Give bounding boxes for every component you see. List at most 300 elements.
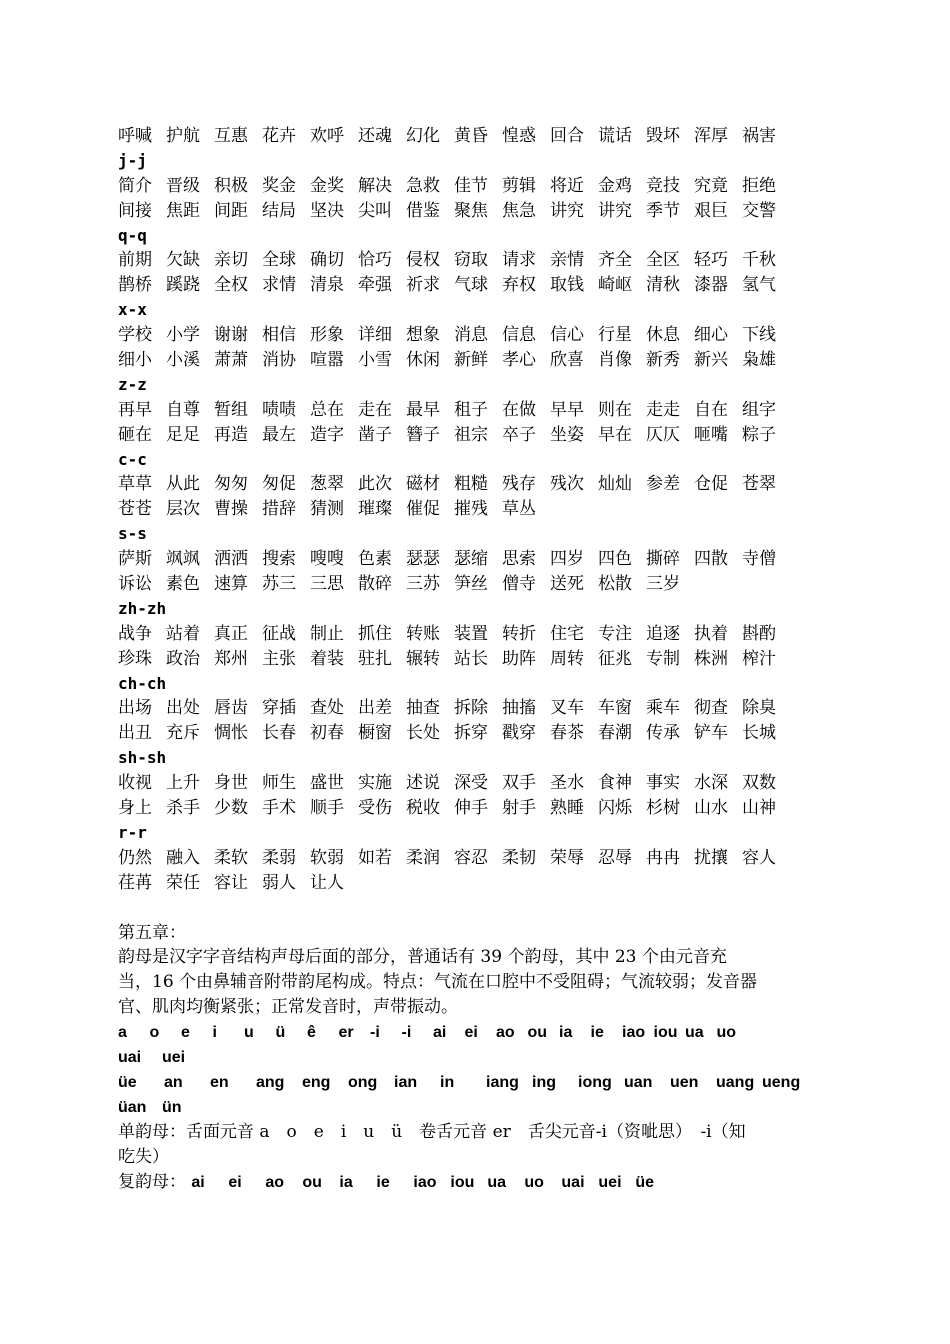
word: 除臭	[742, 698, 776, 719]
word: 忍辱	[598, 847, 632, 868]
final-item: u	[244, 1024, 254, 1042]
word-row	[118, 472, 838, 497]
finals-line-3	[118, 1070, 838, 1095]
word: 组字	[742, 399, 776, 420]
final-item: uai	[561, 1173, 585, 1191]
word: 追逐	[646, 623, 680, 644]
word: 少数	[214, 798, 248, 819]
finals-line-4	[118, 1095, 838, 1120]
final-item: iao	[622, 1024, 646, 1042]
word: 四散	[694, 549, 728, 570]
word: 孝心	[502, 350, 536, 371]
word: 装置	[454, 623, 488, 644]
word: 身上	[118, 798, 152, 819]
word: 扰攘	[694, 847, 728, 868]
word: 葱翠	[310, 474, 344, 495]
word: 辗转	[406, 648, 440, 669]
word: 喧嚣	[310, 350, 344, 371]
word-row	[118, 796, 838, 821]
final-item: ing	[532, 1073, 556, 1091]
word: 执着	[694, 623, 728, 644]
word: 卒子	[502, 424, 536, 445]
word: 软弱	[310, 847, 344, 868]
word: 出场	[118, 698, 152, 719]
word: 焦急	[502, 200, 536, 221]
word: 戳穿	[502, 723, 536, 744]
document-page	[118, 124, 838, 1194]
word: 出差	[358, 698, 392, 719]
word: 站着	[166, 623, 200, 644]
word: 措辞	[262, 499, 296, 520]
chapter-paragraph-line-1: 韵母是汉字字音结构声母后面的部分，普通话有 39 个韵母，其中 23 个由元音充	[118, 947, 727, 968]
final-item: eng	[302, 1073, 331, 1091]
word: 谎话	[598, 126, 632, 146]
word: 政治	[166, 648, 200, 669]
final-item: ei	[464, 1024, 478, 1042]
final-item: uo	[524, 1173, 544, 1191]
chapter-title: 第五章：	[118, 922, 186, 943]
word: 肖像	[598, 350, 632, 371]
word: 催促	[406, 499, 440, 520]
word: 双数	[742, 773, 776, 794]
word: 啧啧	[262, 399, 296, 420]
word: 簪子	[406, 424, 440, 445]
word: 全球	[262, 250, 296, 271]
word: 佳节	[454, 175, 488, 196]
word: 顺手	[310, 798, 344, 819]
word: 送死	[550, 574, 584, 595]
word: 还魂	[358, 126, 392, 146]
word-row	[118, 174, 838, 199]
final-item: ü	[275, 1024, 286, 1042]
word: 残次	[550, 474, 584, 495]
word: 瑟瑟	[406, 549, 440, 570]
word: 荣任	[166, 872, 200, 893]
word: 受伤	[358, 798, 392, 819]
word: 相信	[262, 325, 296, 346]
word: 间接	[118, 200, 152, 221]
word: 柔韧	[502, 847, 536, 868]
final-item: ou	[527, 1024, 548, 1042]
word: 将近	[550, 175, 584, 196]
word: 讲究	[598, 200, 632, 221]
final-item: uai	[118, 1049, 142, 1067]
word: 着装	[310, 648, 344, 669]
word: 柔弱	[262, 847, 296, 868]
word-row	[118, 497, 838, 522]
word-row	[118, 348, 838, 373]
final-item: -i	[370, 1024, 380, 1042]
word: 主张	[262, 648, 296, 669]
word: 借鉴	[406, 200, 440, 221]
word: 洒洒	[214, 549, 248, 570]
final-item: uen	[670, 1073, 699, 1091]
word: 弃权	[502, 275, 536, 296]
final-item: uo	[716, 1024, 737, 1042]
final-item: ong	[348, 1073, 378, 1091]
word: 事实	[646, 773, 680, 794]
word: 则在	[598, 399, 632, 420]
word: 山水	[694, 798, 728, 819]
word: 齐全	[598, 250, 632, 271]
word: 抓住	[358, 623, 392, 644]
word: 出丑	[118, 723, 152, 744]
word: 弱人	[262, 872, 296, 893]
word: 呼喊	[118, 126, 152, 146]
word: 出处	[166, 698, 200, 719]
word-row	[118, 622, 838, 647]
final-item: iao	[413, 1173, 437, 1191]
word: 花卉	[262, 126, 296, 146]
word: 萨斯	[118, 549, 152, 570]
final-item: a	[118, 1024, 127, 1042]
word: 乘车	[646, 698, 680, 719]
final-item: üan	[118, 1098, 147, 1116]
final-item: o	[149, 1024, 160, 1042]
word: 嗖嗖	[310, 549, 344, 570]
word: 在做	[502, 399, 536, 420]
word: 细小	[118, 350, 152, 371]
word: 初春	[310, 723, 344, 744]
final-item: ie	[590, 1024, 604, 1042]
word: 伸手	[454, 798, 488, 819]
word: 战争	[118, 623, 152, 644]
word: 讲究	[550, 200, 584, 221]
word: 郑州	[214, 648, 248, 669]
word: 草草	[118, 474, 152, 495]
section-heading: ch-ch	[118, 673, 167, 693]
word: 飒飒	[166, 549, 200, 570]
word: 圣水	[550, 773, 584, 794]
word: 杉树	[646, 798, 680, 819]
word: 松散	[598, 574, 632, 595]
word: 休闲	[406, 350, 440, 371]
final-item: er	[338, 1024, 354, 1042]
word: 究竟	[694, 175, 728, 196]
word: 足足	[166, 424, 200, 445]
word: 水深	[694, 773, 728, 794]
word: 转折	[502, 623, 536, 644]
word: 最早	[406, 399, 440, 420]
word-row	[118, 323, 838, 348]
word: 长城	[742, 723, 776, 744]
section-heading: c-c	[118, 449, 147, 469]
final-item: uei	[598, 1173, 622, 1191]
word: 站长	[454, 648, 488, 669]
word: 素色	[166, 574, 200, 595]
final-item: ueng	[762, 1073, 801, 1091]
word: 征战	[262, 623, 296, 644]
word: 下线	[742, 325, 776, 346]
word: 坐姿	[550, 424, 584, 445]
word-row	[118, 273, 838, 298]
spacer	[118, 896, 838, 921]
word: 仄仄	[646, 424, 680, 445]
word: 食神	[598, 773, 632, 794]
word: 撕碎	[646, 549, 680, 570]
word: 春茶	[550, 723, 584, 744]
word: 总在	[310, 399, 344, 420]
word: 师生	[262, 773, 296, 794]
word: 休息	[646, 325, 680, 346]
word: 苏三	[262, 574, 296, 595]
word: 仓促	[694, 474, 728, 495]
word: 拆穿	[454, 723, 488, 744]
word: 坚决	[310, 200, 344, 221]
final-item: in	[440, 1073, 455, 1091]
compound-finals-label: 复韵母：	[118, 1171, 186, 1192]
word: 税收	[406, 798, 440, 819]
word: 轻巧	[694, 250, 728, 271]
word-row	[118, 721, 838, 746]
final-item: uang	[716, 1073, 755, 1091]
final-item: ai	[191, 1173, 205, 1191]
word: 回合	[550, 126, 584, 146]
word: 漆器	[694, 275, 728, 296]
word: 小学	[166, 325, 200, 346]
word: 如若	[358, 847, 392, 868]
word: 抽查	[406, 698, 440, 719]
word: 金奖	[310, 175, 344, 196]
word-row	[118, 248, 838, 273]
word: 祸害	[742, 126, 776, 146]
word: 寺僧	[742, 549, 776, 570]
single-finals-line-2: 吃失）	[118, 1146, 169, 1167]
word: 金鸡	[598, 175, 632, 196]
word: 造字	[310, 424, 344, 445]
word: 让人	[310, 872, 344, 893]
word: 侵权	[406, 250, 440, 271]
word: 新兴	[694, 350, 728, 371]
word: 搜索	[262, 549, 296, 570]
word: 层次	[166, 499, 200, 520]
section-heading: s-s	[118, 524, 147, 544]
final-item: ün	[162, 1098, 182, 1116]
word: 简介	[118, 175, 152, 196]
word: 窃取	[454, 250, 488, 271]
word: 自尊	[166, 399, 200, 420]
section-heading: sh-sh	[118, 748, 167, 768]
word: 走在	[358, 399, 392, 420]
final-item: iou	[653, 1024, 678, 1042]
word: 祈求	[406, 275, 440, 296]
word: 幻化	[406, 126, 440, 146]
final-item: ai	[433, 1024, 447, 1042]
word: 双手	[502, 773, 536, 794]
final-item: e	[181, 1024, 190, 1042]
word: 崎岖	[598, 275, 632, 296]
finals-line-1	[118, 1020, 838, 1045]
word: 瑟缩	[454, 549, 488, 570]
word: 再造	[214, 424, 248, 445]
final-item: ê	[307, 1024, 316, 1042]
word: 容忍	[454, 847, 488, 868]
final-item: iong	[578, 1073, 612, 1091]
word: 僧寺	[502, 574, 536, 595]
word: 气球	[454, 275, 488, 296]
word: 聚焦	[454, 200, 488, 221]
word: 积极	[214, 175, 248, 196]
word-row	[118, 423, 838, 448]
compound-finals-line	[118, 1170, 838, 1195]
word: 此次	[358, 474, 392, 495]
finals-line-2	[118, 1045, 838, 1070]
word: 三岁	[646, 574, 680, 595]
final-item: ao	[496, 1024, 515, 1042]
word-row	[118, 547, 838, 572]
word: 容人	[742, 847, 776, 868]
word: 周转	[550, 648, 584, 669]
word: 亲情	[550, 250, 584, 271]
word: 取钱	[550, 275, 584, 296]
word-row	[118, 771, 838, 796]
final-item: ia	[559, 1024, 573, 1042]
word: 谢谢	[214, 325, 248, 346]
word-row	[118, 572, 838, 597]
chapter-paragraph-line-3: 官、肌肉均衡紧张；正常发音时，声带振动。	[118, 997, 458, 1018]
word: 摧残	[454, 499, 488, 520]
word: 新鲜	[454, 350, 488, 371]
word: 彻查	[694, 698, 728, 719]
word: 急救	[406, 175, 440, 196]
section-heading: x-x	[118, 300, 147, 320]
word: 蹊跷	[166, 275, 200, 296]
word: 橱窗	[358, 723, 392, 744]
word: 参差	[646, 474, 680, 495]
section-heading: zh-zh	[118, 598, 167, 618]
word: 艰巨	[694, 200, 728, 221]
word: 惶惑	[502, 126, 536, 146]
word: 柔软	[214, 847, 248, 868]
word: 粗糙	[454, 474, 488, 495]
word: 咂嘴	[694, 424, 728, 445]
word: 最左	[262, 424, 296, 445]
word: 季节	[646, 200, 680, 221]
word: 奖金	[262, 175, 296, 196]
section-heading: j-j	[118, 150, 147, 170]
word: 色素	[358, 549, 392, 570]
word: 斟酌	[742, 623, 776, 644]
word: 冉冉	[646, 847, 680, 868]
word: 灿灿	[598, 474, 632, 495]
word: 收视	[118, 773, 152, 794]
word: 粽子	[742, 424, 776, 445]
word: 助阵	[502, 648, 536, 669]
final-item: ian	[394, 1073, 418, 1091]
word: 春潮	[598, 723, 632, 744]
word: 求情	[262, 275, 296, 296]
word: 焦距	[166, 200, 200, 221]
word: 抽搐	[502, 698, 536, 719]
word: 手术	[262, 798, 296, 819]
word: 租子	[454, 399, 488, 420]
word: 消息	[454, 325, 488, 346]
word: 穿插	[262, 698, 296, 719]
final-item: i	[212, 1024, 217, 1042]
word: 亲切	[214, 250, 248, 271]
final-item: ua	[685, 1024, 704, 1042]
word: 铲车	[694, 723, 728, 744]
word: 早早	[550, 399, 584, 420]
word: 上升	[166, 773, 200, 794]
word: 凿子	[358, 424, 392, 445]
word: 柔润	[406, 847, 440, 868]
word: 间距	[214, 200, 248, 221]
word: 全区	[646, 250, 680, 271]
word: 容让	[214, 872, 248, 893]
word: 请求	[502, 250, 536, 271]
word: 专注	[598, 623, 632, 644]
word: 暂组	[214, 399, 248, 420]
word-row	[118, 696, 838, 721]
word: 自在	[694, 399, 728, 420]
word: 千秋	[742, 250, 776, 271]
word: 融入	[166, 847, 200, 868]
word: 荣辱	[550, 847, 584, 868]
word: 从此	[166, 474, 200, 495]
word: 仍然	[118, 847, 152, 868]
word: 惆怅	[214, 723, 248, 744]
word: 走走	[646, 399, 680, 420]
word: 充斥	[166, 723, 200, 744]
final-item: ia	[339, 1173, 353, 1191]
word: 转账	[406, 623, 440, 644]
final-item: ao	[265, 1173, 285, 1191]
word: 拒绝	[742, 175, 776, 196]
word: 行星	[598, 325, 632, 346]
word: 思索	[502, 549, 536, 570]
word: 驻扎	[358, 648, 392, 669]
word: 拆除	[454, 698, 488, 719]
word: 苍翠	[742, 474, 776, 495]
section-heading: r-r	[118, 822, 147, 842]
word: 述说	[406, 773, 440, 794]
final-item: ua	[487, 1173, 507, 1191]
word: 车窗	[598, 698, 632, 719]
word: 盛世	[310, 773, 344, 794]
word: 四岁	[550, 549, 584, 570]
word: 磁材	[406, 474, 440, 495]
word: 欣喜	[550, 350, 584, 371]
word-row	[118, 398, 838, 423]
section-heading: z-z	[118, 374, 147, 394]
word: 恰巧	[358, 250, 392, 271]
final-item: üe	[635, 1173, 655, 1191]
word: 消协	[262, 350, 296, 371]
word: 传承	[646, 723, 680, 744]
final-item: ie	[376, 1173, 390, 1191]
word: 深受	[454, 773, 488, 794]
word: 熟睡	[550, 798, 584, 819]
word: 匆匆	[214, 474, 248, 495]
word: 速算	[214, 574, 248, 595]
word: 三苏	[406, 574, 440, 595]
final-item: an	[164, 1073, 183, 1091]
word-row	[118, 647, 838, 672]
word: 残存	[502, 474, 536, 495]
word: 交警	[742, 200, 776, 221]
word: 专制	[646, 648, 680, 669]
single-finals-line-1: 单韵母：舌面元音 a o e i u ü 卷舌元音 er 舌尖元音-i（资呲思） -i（知	[118, 1121, 746, 1142]
word: 制止	[310, 623, 344, 644]
word: 砸在	[118, 424, 152, 445]
word: 长春	[262, 723, 296, 744]
word: 苍苍	[118, 499, 152, 520]
final-item: ang	[256, 1073, 285, 1091]
final-item: iang	[486, 1073, 519, 1091]
word: 剪辑	[502, 175, 536, 196]
word: 解决	[358, 175, 392, 196]
